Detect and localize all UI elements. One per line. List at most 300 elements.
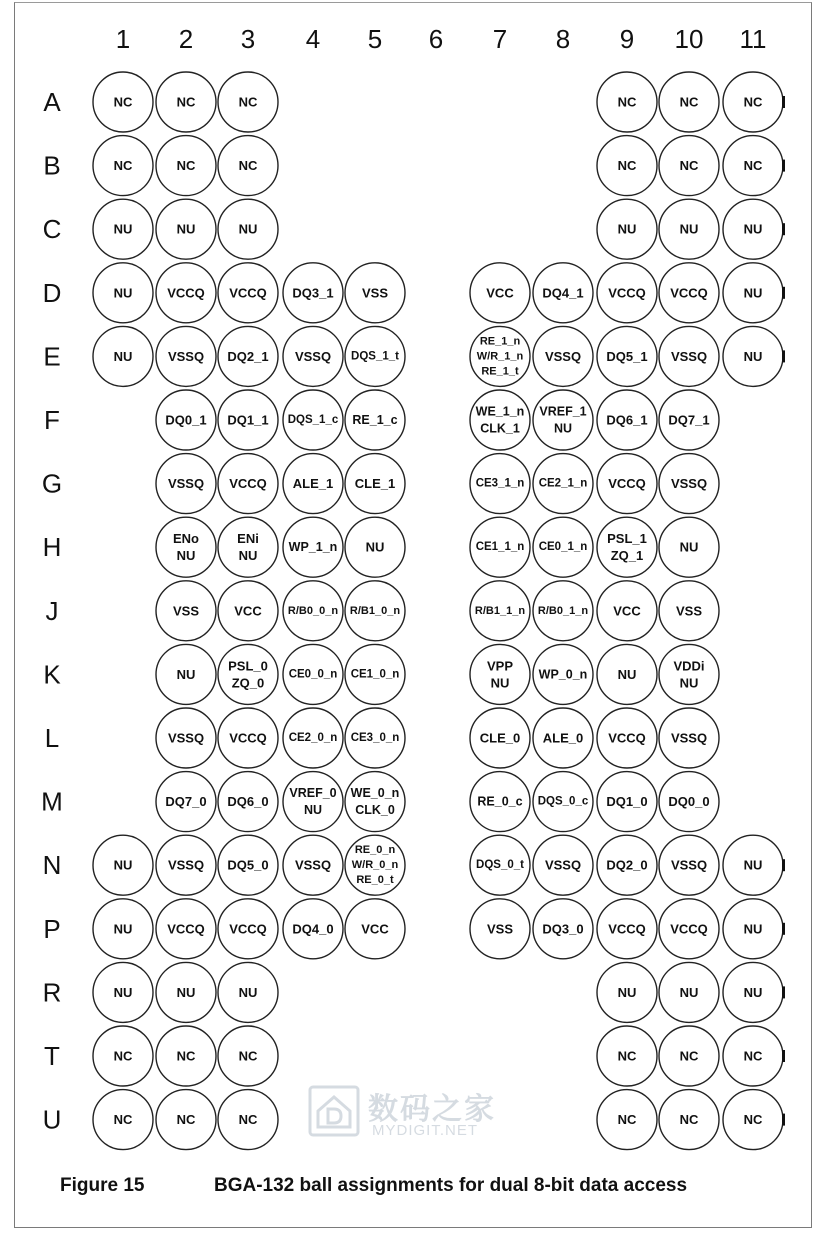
ball: [283, 581, 343, 641]
ball-signal-label: VSS: [361, 285, 389, 301]
column-label: 9: [619, 24, 635, 54]
row-label: U: [42, 1104, 62, 1135]
ball: [659, 1026, 719, 1086]
ball: [597, 708, 657, 768]
ball-signal-label: DQ2_1: [227, 348, 269, 364]
ball-signal-label: RE_1_n: [479, 335, 521, 348]
ball: [156, 1090, 216, 1150]
ball-signal-label: NU: [679, 675, 699, 691]
ball-signal-label: VSSQ: [670, 476, 708, 492]
ball-signal-label: PSL_1: [607, 531, 647, 547]
ball-signal-label: DQ6_0: [227, 794, 269, 810]
ball: [723, 899, 785, 959]
ball-signal-label: RE_0_c: [477, 794, 523, 809]
ball: [659, 708, 719, 768]
ball-signal-label: NC: [176, 158, 196, 174]
column-label: 3: [240, 24, 256, 54]
ball: [156, 772, 216, 832]
edge-tick: [782, 160, 785, 172]
ball-signal-label: VSSQ: [294, 348, 332, 364]
ball: [345, 390, 405, 450]
ball: [723, 326, 785, 386]
ball: [156, 708, 216, 768]
ball: [723, 962, 785, 1022]
edge-tick: [782, 287, 785, 299]
ball: [218, 835, 278, 895]
ball-signal-label: NU: [176, 221, 196, 237]
ball-signal-label: DQ3_0: [542, 921, 584, 937]
ball: [156, 644, 216, 704]
ball-signal-label: VSSQ: [670, 730, 708, 746]
ball: [218, 581, 278, 641]
ball-signal-label: VPP: [486, 658, 514, 674]
ball-signal-label: DQS_1_c: [287, 414, 339, 426]
ball-signal-label: NC: [113, 1048, 133, 1064]
ball-signal-label: NC: [113, 94, 133, 110]
ball: [659, 390, 719, 450]
edge-tick: [782, 1114, 785, 1126]
ball: [218, 136, 278, 196]
ball: [723, 72, 785, 132]
row-label: A: [43, 87, 61, 117]
row-label: F: [44, 405, 60, 435]
ball-signal-label: CE2_1_n: [538, 477, 588, 490]
ball-outline: [156, 517, 216, 577]
ball: [533, 263, 593, 323]
ball-signal-label: NU: [303, 803, 323, 818]
ball-signal-label: DQ7_1: [668, 412, 710, 428]
ball-signal-label: NU: [238, 548, 258, 564]
ball: [533, 835, 593, 895]
ball-signal-label: NU: [743, 285, 763, 301]
ball-signal-label: NC: [176, 1048, 196, 1064]
ball: [659, 835, 719, 895]
ball: [156, 263, 216, 323]
ball: [597, 454, 657, 514]
ball-signal-label: VCCQ: [670, 285, 708, 301]
row-label: H: [42, 532, 62, 563]
ball: [345, 326, 405, 386]
column-label: 6: [428, 24, 444, 54]
ball: [283, 326, 343, 386]
ball-signal-label: NU: [113, 857, 133, 873]
ball: [345, 517, 405, 577]
ball-signal-label: CLE_0: [479, 730, 521, 746]
ball-signal-label: DQ3_1: [292, 285, 334, 301]
row-label: R: [42, 977, 62, 1008]
ball-signal-label: VCCQ: [670, 921, 708, 937]
ball-signal-label: WP_1_n: [288, 540, 338, 555]
ball: [93, 962, 153, 1022]
ball-signal-label: NC: [743, 94, 763, 110]
ball: [156, 390, 216, 450]
ball: [218, 899, 278, 959]
ball: [156, 899, 216, 959]
ball-signal-label: VSSQ: [167, 476, 205, 492]
column-label: 2: [178, 24, 194, 54]
ball: [156, 454, 216, 514]
ball: [470, 517, 530, 577]
ball-signal-label: VCCQ: [608, 476, 646, 492]
ball: [470, 772, 530, 832]
ball: [345, 708, 405, 768]
ball-signal-label: NC: [679, 1048, 699, 1064]
ball: [218, 1090, 278, 1150]
ball-signal-label: NU: [617, 984, 637, 1000]
ball: [283, 772, 343, 832]
ball: [218, 72, 278, 132]
ball: [283, 644, 343, 704]
ball-signal-label: NU: [176, 984, 196, 1000]
ball-signal-label: VSSQ: [167, 730, 205, 746]
ball-signal-label: DQS_0_t: [476, 859, 524, 872]
ball: [597, 72, 657, 132]
ball-signal-label: W/R_1_n: [476, 350, 524, 363]
ball: [345, 454, 405, 514]
ball: [93, 1090, 153, 1150]
watermark-text-cn: 数码之家: [368, 1092, 496, 1127]
ball: [723, 199, 785, 259]
ball-signal-label: R/B0_1_n: [537, 604, 589, 617]
ball-signal-label: WE_1_n: [475, 404, 525, 419]
ball-signal-label: VCCQ: [229, 476, 267, 492]
row-label: T: [44, 1041, 60, 1071]
ball-signal-label: ALE_1: [292, 476, 334, 492]
ball: [156, 136, 216, 196]
ball-signal-label: CLE_1: [354, 476, 396, 492]
ball: [93, 263, 153, 323]
ball-signal-label: NU: [113, 221, 133, 237]
ball: [597, 899, 657, 959]
ball: [659, 772, 719, 832]
ball: [533, 708, 593, 768]
ball: [156, 835, 216, 895]
ball: [156, 326, 216, 386]
ball-signal-label: NC: [176, 94, 196, 110]
ball-signal-label: DQ0_0: [668, 794, 710, 810]
ball-signal-label: NU: [679, 984, 699, 1000]
ball-signal-label: VCCQ: [608, 285, 646, 301]
ball: [533, 390, 593, 450]
ball: [470, 390, 530, 450]
ball-signal-label: VSSQ: [167, 348, 205, 364]
ball-signal-label: VSSQ: [544, 857, 582, 873]
edge-tick: [782, 859, 785, 871]
ball: [93, 136, 153, 196]
ball: [93, 835, 153, 895]
ball: [659, 581, 719, 641]
ball-signal-label: DQS_1_t: [351, 350, 399, 363]
ball: [218, 199, 278, 259]
ball-signal-label: DQ1_1: [227, 412, 269, 428]
ball: [283, 263, 343, 323]
edge-tick: [782, 96, 785, 108]
ball: [470, 263, 530, 323]
ball: [533, 899, 593, 959]
column-label: 11: [739, 24, 767, 54]
ball-signal-label: NC: [679, 158, 699, 174]
ball-signal-label: RE_0_t: [356, 874, 394, 887]
ball-signal-label: VCCQ: [167, 285, 205, 301]
row-label: K: [43, 659, 61, 690]
ball: [597, 390, 657, 450]
ball-signal-label: CLK_1: [480, 421, 520, 436]
ball-signal-label: CE0_1_n: [538, 541, 588, 554]
ball: [723, 1090, 785, 1150]
ball: [93, 72, 153, 132]
ball: [723, 136, 785, 196]
watermark-text-en: MYDIGIT.NET: [372, 1122, 479, 1139]
ball: [597, 199, 657, 259]
ball-signal-label: VCCQ: [229, 921, 267, 937]
ball-signal-label: DQS_0_c: [537, 795, 589, 808]
figure-title: BGA-132 ball assignments for dual 8-bit data access: [214, 1175, 688, 1196]
ball: [218, 454, 278, 514]
row-label: L: [44, 723, 60, 753]
ball: [156, 581, 216, 641]
ball: [470, 454, 530, 514]
ball: [659, 644, 719, 704]
watermark: [308, 1082, 508, 1144]
ball-signal-label: CE0_0_n: [288, 668, 338, 681]
ball: [597, 263, 657, 323]
ball-outline: [218, 517, 278, 577]
ball-signal-label: VCCQ: [167, 921, 205, 937]
ball: [659, 517, 719, 577]
ball: [659, 136, 719, 196]
figure-caption: [0, 1175, 817, 1199]
column-label: 7: [492, 24, 508, 54]
ball-signal-label: VCC: [486, 285, 514, 301]
ball: [218, 517, 278, 577]
ball-signal-label: CE1_1_n: [475, 541, 525, 554]
ball-signal-label: NU: [553, 421, 573, 436]
ball: [659, 899, 719, 959]
ball: [93, 199, 153, 259]
ball-signal-label: VCC: [613, 603, 641, 619]
ball: [283, 517, 343, 577]
row-label: C: [42, 214, 62, 245]
ball-signal-label: NU: [617, 666, 637, 682]
ball-signal-label: VSS: [172, 603, 200, 619]
ball-signal-label: NC: [617, 1112, 637, 1128]
ball-signal-label: NC: [743, 1048, 763, 1064]
ball: [93, 326, 153, 386]
ball-signal-label: CE2_0_n: [288, 732, 338, 744]
ball-signal-label: NU: [113, 348, 133, 364]
row-label: P: [43, 913, 61, 944]
ball: [218, 263, 278, 323]
ball-signal-label: DQ7_0: [165, 794, 207, 810]
ball: [533, 772, 593, 832]
row-label: G: [41, 468, 63, 499]
edge-tick: [782, 1050, 785, 1062]
ball-signal-label: NU: [176, 548, 196, 564]
ball-signal-label: VCCQ: [608, 921, 646, 937]
row-label: M: [41, 786, 63, 817]
ball: [597, 136, 657, 196]
ball: [533, 581, 593, 641]
ball: [345, 644, 405, 704]
row-label: E: [43, 341, 61, 372]
ball-signal-label: NU: [743, 921, 763, 937]
ball: [659, 263, 719, 323]
ball-signal-label: VSSQ: [544, 348, 582, 364]
ball-signal-label: NC: [113, 1112, 133, 1128]
ball: [597, 962, 657, 1022]
ball-signal-label: NC: [238, 1048, 258, 1064]
ball: [597, 517, 657, 577]
ball-signal-label: VSSQ: [294, 857, 332, 873]
ball: [659, 199, 719, 259]
ball: [533, 326, 593, 386]
figure-number: Figure 15: [60, 1175, 145, 1196]
ball-signal-label: ENi: [237, 531, 259, 547]
ball-outline: [533, 390, 593, 450]
ball-outline: [283, 772, 343, 832]
ball: [218, 644, 278, 704]
edge-tick: [782, 986, 785, 998]
ball-signal-label: NU: [743, 857, 763, 873]
ball: [470, 581, 530, 641]
ball-signal-label: VREF_0: [289, 786, 337, 801]
ball-signal-label: PSL_0: [228, 658, 268, 674]
ball-signal-label: ZQ_1: [610, 548, 644, 564]
ball-signal-label: ENo: [173, 531, 199, 547]
column-labels: [116, 24, 767, 54]
ball-outline: [470, 390, 530, 450]
ball: [283, 899, 343, 959]
ball-signal-label: VSS: [486, 921, 514, 937]
ball-signal-label: DQ5_1: [606, 348, 648, 364]
ball: [345, 581, 405, 641]
ball-signal-label: VSSQ: [670, 857, 708, 873]
ball: [597, 1026, 657, 1086]
ball-signal-label: VDDi: [673, 658, 705, 674]
ball: [345, 835, 405, 895]
ball: [597, 644, 657, 704]
ball: [93, 899, 153, 959]
ball: [218, 326, 278, 386]
row-label: J: [45, 595, 59, 626]
ball: [659, 962, 719, 1022]
ball-signal-label: VCCQ: [608, 730, 646, 746]
ball-signal-label: VCCQ: [229, 730, 267, 746]
edge-tick: [782, 350, 785, 362]
ball-signal-label: NC: [238, 1112, 258, 1128]
ball-signal-label: NC: [238, 94, 258, 110]
ball-signal-label: VCC: [234, 603, 262, 619]
ball: [283, 454, 343, 514]
ball-outline: [345, 772, 405, 832]
ball: [218, 1026, 278, 1086]
ball: [470, 899, 530, 959]
ball-signal-label: NU: [113, 285, 133, 301]
ball: [283, 708, 343, 768]
ball-signal-label: CE3_0_n: [350, 732, 400, 744]
ball: [659, 1090, 719, 1150]
ball-signal-label: R/B1_1_n: [474, 604, 526, 617]
column-label: 10: [674, 24, 704, 54]
ball-signal-label: NC: [743, 1112, 763, 1128]
ball: [156, 199, 216, 259]
ball-signal-label: NU: [238, 221, 258, 237]
ball-signal-label: NC: [679, 1112, 699, 1128]
ball-signal-label: R/B1_0_n: [349, 604, 401, 617]
ball-signal-label: NC: [113, 158, 133, 174]
ball: [597, 326, 657, 386]
ball: [156, 962, 216, 1022]
ball-signal-label: NU: [490, 675, 510, 691]
ball-signal-label: NU: [113, 984, 133, 1000]
ball: [533, 454, 593, 514]
ball-signal-label: NC: [679, 94, 699, 110]
ball: [156, 517, 216, 577]
ball-signal-label: VCCQ: [229, 285, 267, 301]
edge-tick: [782, 223, 785, 235]
ball: [470, 644, 530, 704]
ball: [533, 517, 593, 577]
ball-signal-label: DQ1_0: [606, 794, 648, 810]
ball-outline: [597, 517, 657, 577]
row-labels: [41, 87, 63, 1135]
column-label: 8: [555, 24, 571, 54]
ball: [659, 454, 719, 514]
ball-signal-label: RE_0_n: [354, 844, 396, 857]
ball-signal-label: WP_0_n: [538, 667, 588, 682]
ball: [470, 326, 530, 386]
column-label: 1: [115, 24, 131, 54]
ball: [345, 263, 405, 323]
ball-signal-label: NC: [176, 1112, 196, 1128]
ball: [218, 772, 278, 832]
ball-signal-label: DQ0_1: [165, 412, 207, 428]
ball-signal-label: DQ4_0: [292, 921, 334, 937]
house-d-icon: [308, 1085, 360, 1137]
ball: [93, 1026, 153, 1086]
ball: [218, 962, 278, 1022]
row-label: N: [42, 850, 62, 881]
ball-signal-label: NU: [743, 221, 763, 237]
ball: [345, 772, 405, 832]
ball: [218, 390, 278, 450]
ball: [218, 708, 278, 768]
ball-signal-label: NU: [113, 921, 133, 937]
ball-signal-label: DQ6_1: [606, 412, 648, 428]
ball-signal-label: RE_1_c: [352, 413, 398, 427]
row-label: B: [43, 150, 61, 181]
ball-signal-label: NC: [743, 158, 763, 174]
ball-signal-label: NU: [743, 984, 763, 1000]
ball: [723, 263, 785, 323]
ball-signal-label: R/B0_0_n: [287, 604, 339, 617]
ball-signal-label: NC: [617, 1048, 637, 1064]
ball: [533, 644, 593, 704]
ball-signal-label: W/R_0_n: [351, 859, 399, 872]
ball: [470, 835, 530, 895]
ball-signal-label: VCC: [361, 921, 389, 937]
ball-signal-label: DQ5_0: [227, 857, 269, 873]
column-label: 5: [367, 24, 383, 54]
ball: [659, 326, 719, 386]
ball: [723, 835, 785, 895]
ball-signal-label: NU: [743, 348, 763, 364]
ball-signal-label: NC: [238, 158, 258, 174]
edge-tick: [782, 923, 785, 935]
ball-signal-label: WE_0_n: [350, 786, 400, 801]
ball-signal-label: NC: [617, 94, 637, 110]
balls: [93, 72, 785, 1150]
